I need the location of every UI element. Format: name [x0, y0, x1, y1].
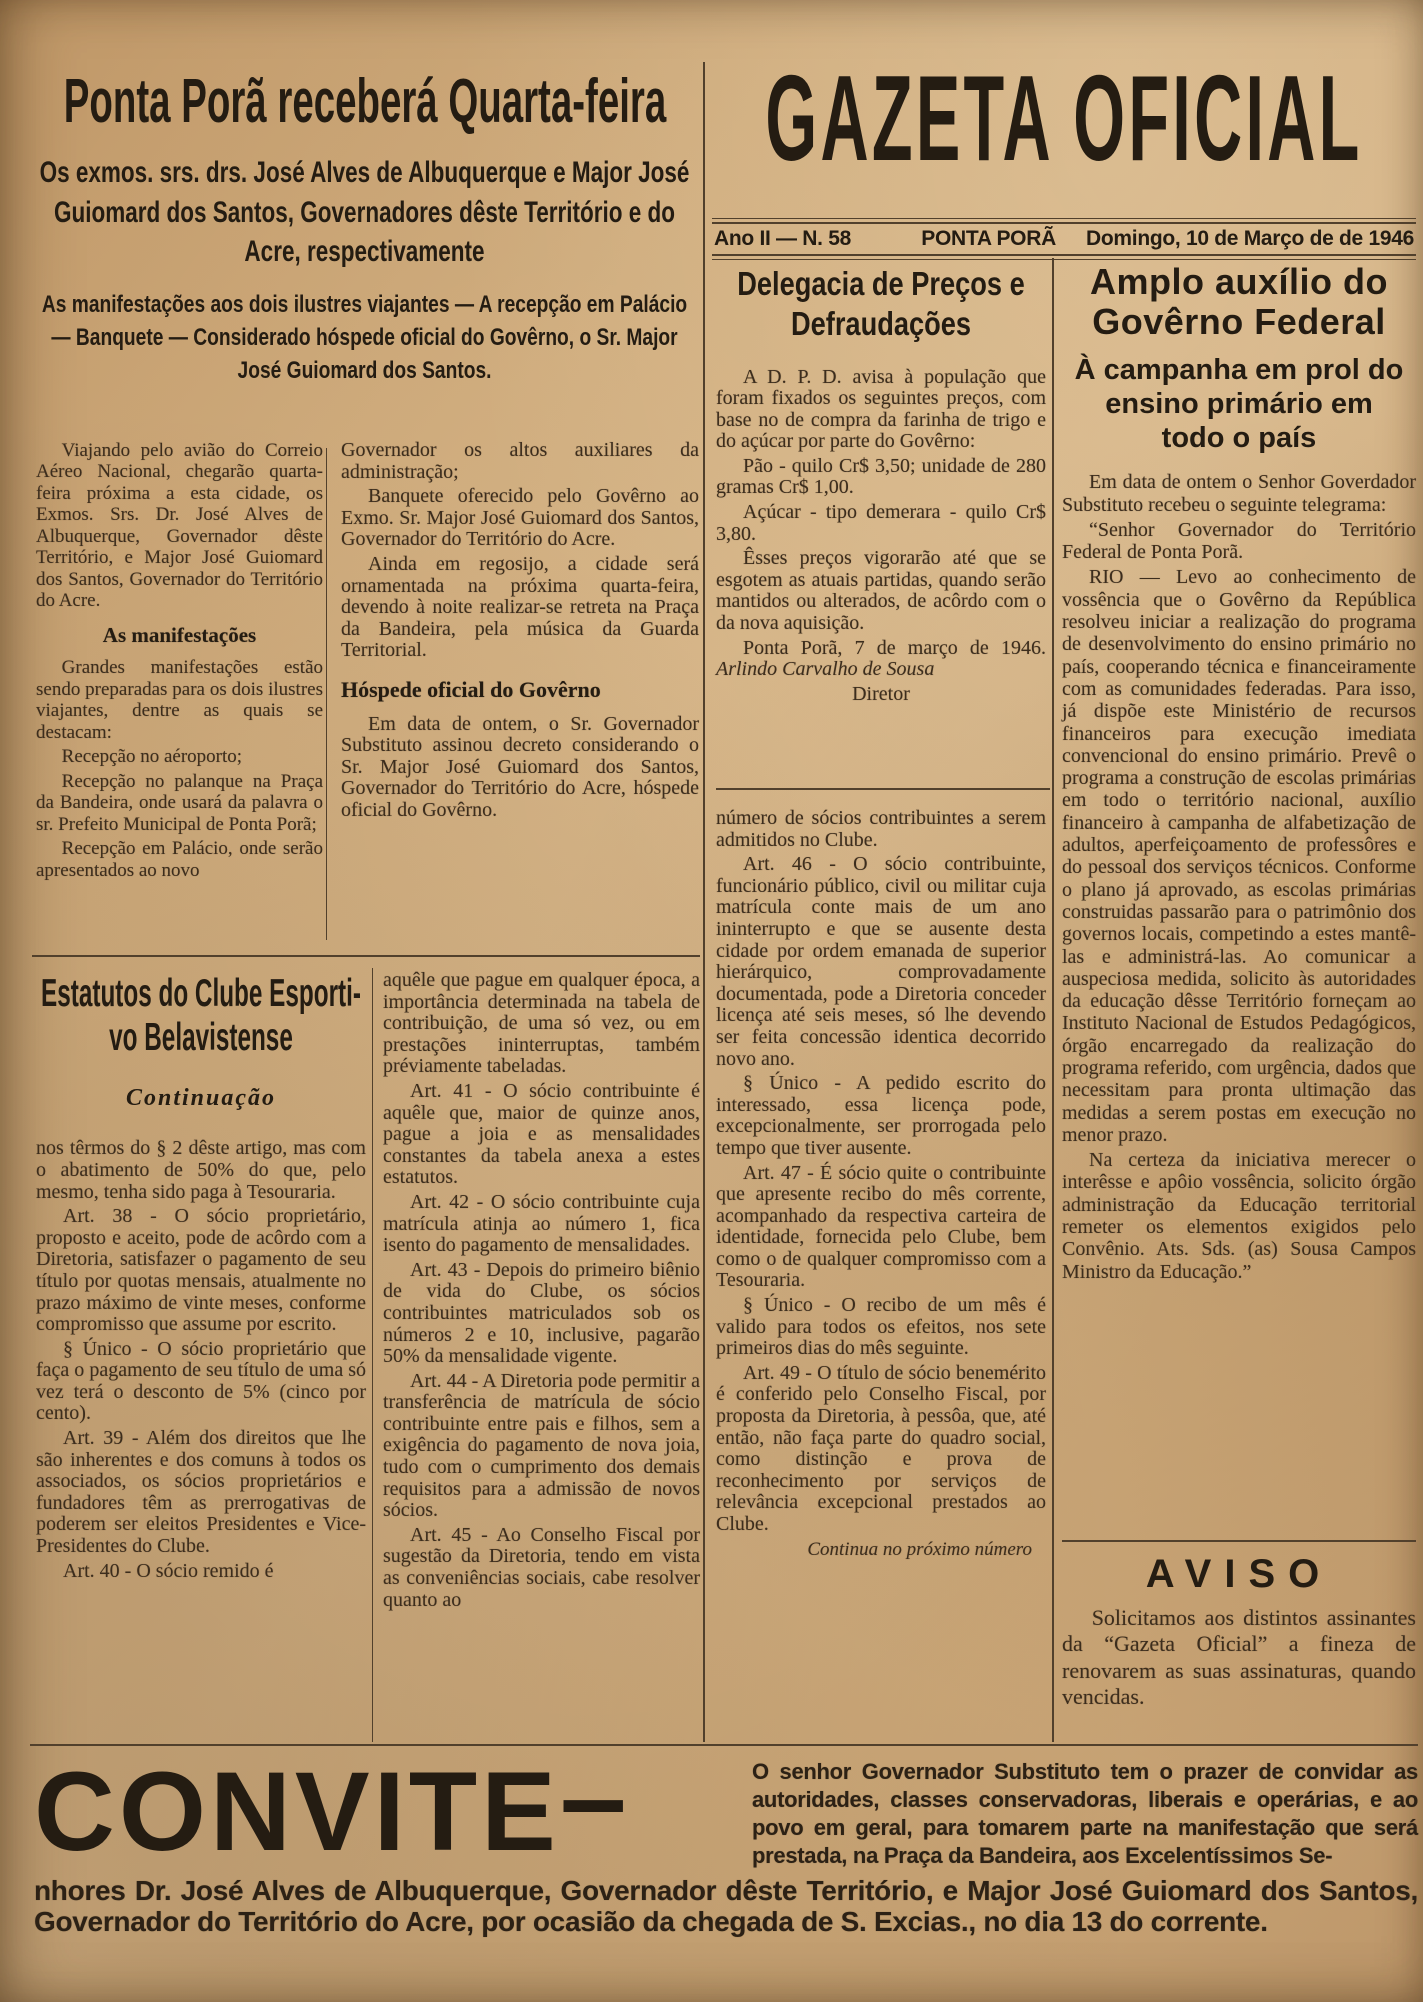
estatutos-col3-continuation: número de sócios contribuintes a serem admitidos no Clube. — [716, 807, 1046, 851]
paragraph: Grandes manifestações estão sendo preparadas para os dois ilustres viajantes, dentre as quais se destacam: — [36, 657, 323, 743]
paragraph: Em data de ontem o Senhor Goverdador Substituto recebeu o seguinte telegrama: — [1062, 471, 1416, 516]
convite-intro: O senhor Governador Substituto tem o prazer de convidar as autoridades, classes conservadoras, liberais e operárias, e ao povo em geral, para tomarem parte na manifestação que será prestada, na Praça da Bandeira, aos Excelentíssimos Se- — [752, 1759, 1418, 1869]
paragraph: Art. 41 - O sócio contribuinte é aquêle que, maior de quinze anos, pague a joia e as mensalidades constantes da tabela anexa a estes estatutos. — [383, 1079, 700, 1189]
paragraph: Art. 47 - É sócio quite o contribuinte que apresente recibo do mês corrente, acompanhado da respectiva carteira de identidade, fornecida pelo Clube, bem como o de qualquer compromisso com a Tesouraria. — [716, 1161, 1046, 1292]
paragraph: RIO — Levo ao conhecimento de vossência que o Govêrno da República resolveu iniciar a realização do programa de desenvolvimento do ensino primário no país, cooperando técnica e financeiramente com as comunidades federadas. Para isso, já dispõe este Ministério de recursos financeiros para execução imediata convencional do ensino primário. Prevê o programa a construção de escolas primárias em todo o território nacional, auxílio financeiro à campanha de alfabetização de adultos, aperfeiçoamento de professôres e do pessoal dos serviços técnicos. Conforme o plano já aprovado, as escolas primárias construidas passarão para o patrimônio dos governos locais, competindo a estes mantê-las e administrá-las. Ao comunicar a auspeciosa medida, solicito às autoridades da educação dêsse Território forneçam ao Instituto Nacional de Estudos Pedagógicos, órgão encarregado da realização do programa referido, com urgência, dados que necessitam para pronta ultimação das medidas a serem postas em execução no menor prazo. — [1062, 566, 1416, 1146]
paragraph: Recepção em Palácio, onde serão apresentados ao novo — [36, 838, 323, 881]
paragraph: Pão - quilo Cr$ 3,50; unidade de 280 gramas Cr$ 1,00. — [716, 454, 1046, 499]
estatutos-title-line2: vo Belavistense — [109, 1015, 293, 1059]
paragraph: Art. 42 - O sócio contribuinte cuja matrícula atinja ao número 1, fica isento do pagamento de mensalidades. — [383, 1190, 700, 1257]
delegacia-body — [716, 367, 1046, 706]
rule-above-estatutos — [32, 955, 700, 957]
lead-col1-rest — [36, 657, 323, 881]
rule-vertical-left-divider — [703, 62, 705, 1742]
lead-deck: As manifestações aos dois ilustres viajantes — A recepção em Palácio — Banquete — Considerado hóspede oficial do Govêrno, o Sr. Major José Guiomard dos Santos. — [41, 290, 688, 384]
lead-column-2 — [341, 440, 699, 825]
paragraph: § Único - O sócio proprietário que faça o pagamento de seu título de uma só vez terá o desconto de 5% (cinco por cento). — [36, 1337, 366, 1425]
edition-number: Ano II — N. 58 — [714, 227, 851, 250]
rule-masthead-top-inner — [712, 222, 1416, 224]
paragraph: Êsses preços vigorarão até que se esgotem as atuais partidas, quando serão mantidos ou alterados, de acôrdo com o da nova aquisição. — [716, 547, 1046, 635]
paragraph: A D. P. D. avisa à população que foram fixados os seguintes preços, com base no de compra da farinha de trigo e do açúcar por parte do Govêrno: — [716, 365, 1046, 453]
paragraph: Art. 38 - O sócio proprietário, proposto e aceito, pode de acôrdo com a Diretoria, satisfazer o pagamento de seu título por quotas mensais, atualmente no prazo máximo de vinte meses, conforme compromisso que assume por escrito. — [36, 1205, 366, 1336]
estatutos-footer: Continua no próximo número — [807, 1538, 1032, 1560]
rule-estatutos-column-divider — [372, 968, 373, 1742]
aviso-body — [1062, 1605, 1416, 1711]
rule-above-convite — [30, 1744, 1418, 1746]
delegacia-signoff — [716, 638, 1046, 681]
paragraph: Art. 39 - Além dos direitos que lhe são inherentes e dos comuns à todos os associados, os sócios proprietários e fundadores têm as prerrogativas de poderem ser eleitos Presidentes e Vice-Presidentes do Clube. — [36, 1427, 366, 1558]
convite-dash: – — [559, 1730, 627, 1864]
paragraph: Ainda em regosijo, a cidade será ornamentada na próxima quarta-feira, devendo à noite realizar-se retreta na Praça da Bandeira, pela música da Guarda Territorial. — [341, 552, 699, 662]
rule-middle-column — [716, 788, 1050, 790]
lead-column-1 — [36, 440, 323, 884]
paragraph: Art. 45 - Ao Conselho Fiscal por sugestão da Diretoria, tendo em vista as conveniências sociais, cabe resolver quanto ao — [383, 1523, 700, 1611]
crosshead-hospede: Hóspede oficial do Govêrno — [341, 676, 601, 702]
masthead — [712, 50, 1416, 186]
article-amplo — [1062, 262, 1416, 1286]
city-name: PONTA PORÃ — [921, 227, 1056, 250]
rule-masthead-bottom-outer — [712, 259, 1416, 260]
paragraph: Viajando pelo avião do Correio Aéreo Nacional, chegarão quarta-feira próxima a esta cidade, os Exmos. Srs. Dr. José Alves de Albuquerque, Governador dêste Território, e Major José Guiomard dos Santos, Governador do Território do Acre. — [36, 440, 323, 612]
paragraph: Em data de ontem, o Sr. Governador Substituto assinou decreto considerando o Sr. Major José Guiomard dos Santos, Governador do Território do Acre, hóspede oficial do Govêrno. — [341, 712, 699, 822]
paragraph: Art. 46 - O sócio contribuinte, funcionário público, civil ou militar cuja matrícula conte mais de um ano ininterrupto e que se ausente desta cidade por ordem emanada de superior hierárquico, comprovadamente documentada, pode a Diretoria conceder licença até seis meses, só lhe devendo ser feita concessão identica decorrido novo ano. — [716, 853, 1046, 1070]
paragraph: Açúcar - tipo demerara - quilo Cr$ 3,80. — [716, 501, 1046, 545]
delegacia-dateline: Ponta Porã, 7 de março de 1946. — [743, 636, 1046, 659]
paragraph: Art. 49 - O título de sócio benemérito é conferido pelo Conselho Fiscal, por proposta da Diretoria, à pessôa, que, até então, não faça parte do quadro social, como distinção e prova de reconhecimento por serviços de relevância excepcional prestados ao Clube. — [716, 1361, 1046, 1535]
estatutos-col2-continuation: aquêle que pague em qualquer época, a importância determinada na tabela de contribuição, de uma só vez, ou em prestações ininterruptas, também préviamente tabeladas. — [383, 969, 700, 1078]
estatutos-column-1 — [36, 972, 366, 1585]
convite-section — [34, 1730, 1418, 1937]
lead-subhead: Os exmos. srs. drs. José Alves de Albuquerque e Major José Guiomard dos Santos, Governadores dêste Território e do Acre, respectivamente — [39, 156, 690, 269]
paragraph: Recepção no palanque na Praça da Bandeira, onde usará da palavra o sr. Prefeito Municipal de Ponta Porã; — [36, 770, 323, 835]
article-delegacia — [716, 264, 1046, 708]
paragraph: Solicitamos aos distintos assinantes da “Gazeta Oficial” a fineza de renovarem as suas assinaturas, quando vencidas. — [1062, 1605, 1416, 1710]
paragraph: Na certeza da iniciativa merecer o interêsse e apôio vossência, solicito órgão administração da Educação territorial remeter os elementos exigidos pelo Convênio. Ats. Sds. (as) Sousa Campos Ministro da Educação.” — [1062, 1149, 1416, 1283]
rule-masthead-top-outer — [712, 218, 1416, 219]
amplo-title: Amplo auxílio do Govêrno Federal — [1089, 261, 1388, 343]
paragraph: Art. 40 - O sócio remido é — [63, 1559, 274, 1582]
aviso-section — [1062, 1552, 1416, 1714]
lead-col2-end — [341, 714, 699, 822]
amplo-body — [1062, 471, 1416, 1283]
signature-title: Diretor — [852, 682, 910, 705]
lead-col1-top — [36, 440, 323, 612]
lead-col2-continuation: Governador os altos auxiliares da administração; — [341, 439, 699, 483]
delegacia-title: Delegacia de Preços e Defraudações — [737, 265, 1025, 343]
lead-headline: Ponta Porã receberá Quarta-feira — [63, 67, 667, 136]
rule-above-aviso — [1062, 1540, 1416, 1542]
issue-date: Domingo, 10 de Março de de 1946 — [1086, 227, 1414, 250]
paragraph: § Único - O recibo de um mês é valido para todos os efeitos, nos sete primeiros dias do mês seguinte. — [716, 1294, 1046, 1360]
aviso-title: AVISO — [1145, 1552, 1333, 1596]
convite-full: nhores Dr. José Alves de Albuquerque, Governador dêste Território, e Major José Guiomard dos Santos, Governador do Território do Acre, por ocasião da chegada de S. Excias., no dia 13 do corrente. — [34, 1874, 1418, 1937]
masthead-dateline — [714, 227, 1414, 251]
estatutos-col1-body — [36, 1206, 366, 1582]
rule-masthead-bottom-inner — [712, 254, 1416, 256]
paragraph: Recepção no aéroporto; — [61, 746, 243, 768]
masthead-title: GAZETA OFICIAL — [765, 50, 1363, 186]
paragraph: “Senhor Governador do Território Federal de Ponta Porã. — [1062, 518, 1416, 564]
signature: Arlindo Carvalho de Sousa — [716, 658, 935, 681]
rule-vertical-right-divider — [1052, 258, 1054, 1742]
crosshead-manifestacoes: As manifestações — [102, 622, 257, 647]
estatutos-continuation: Continuação — [125, 1085, 277, 1112]
estatutos-col3-body — [716, 854, 1046, 1535]
amplo-subtitle: À campanha em prol do ensino primário em todo o país — [1074, 353, 1404, 455]
paragraph: Art. 44 - A Diretoria pode permitir a transferência de matrícula de sócio contribuinte entre pais e filhos, sem a exigência do pagamento de nova joia, tudo com o cumprimento dos demais requisitos para a admissão de novos sócios. — [383, 1369, 700, 1522]
estatutos-col1-continuation: nos têrmos do § 2 dêste artigo, mas com o abatimento de 50% do que, pelo mesmo, tenha sido paga à Tesouraria. — [36, 1137, 366, 1203]
convite-title: CONVITE — [34, 1749, 560, 1874]
lead-article-header — [32, 66, 697, 387]
estatutos-col2-body — [383, 1081, 700, 1611]
estatutos-title-line1: Estatutos do Clube Esporti- — [41, 972, 361, 1015]
paragraph: Banquete oferecido pelo Govêrno ao Exmo. Sr. Major José Guiomard dos Santos, Governador do Território do Acre. — [341, 485, 699, 551]
paragraph: Art. 43 - Depois do primeiro biênio de vida do Clube, os sócios contribuintes matriculados sob os números 2 e 10, inclusive, pagarão 50% da mensalidade vigente. — [383, 1258, 700, 1368]
paragraph: § Único - A pedido escrito do interessado, essa licença pode, excepcionalmente, ser prorrogada pelo tempo que tiver ausente. — [716, 1072, 1046, 1159]
lead-col2-body — [341, 486, 699, 662]
estatutos-column-3 — [716, 808, 1046, 1563]
rule-lead-column-divider — [326, 448, 327, 940]
estatutos-column-2 — [383, 970, 700, 1614]
